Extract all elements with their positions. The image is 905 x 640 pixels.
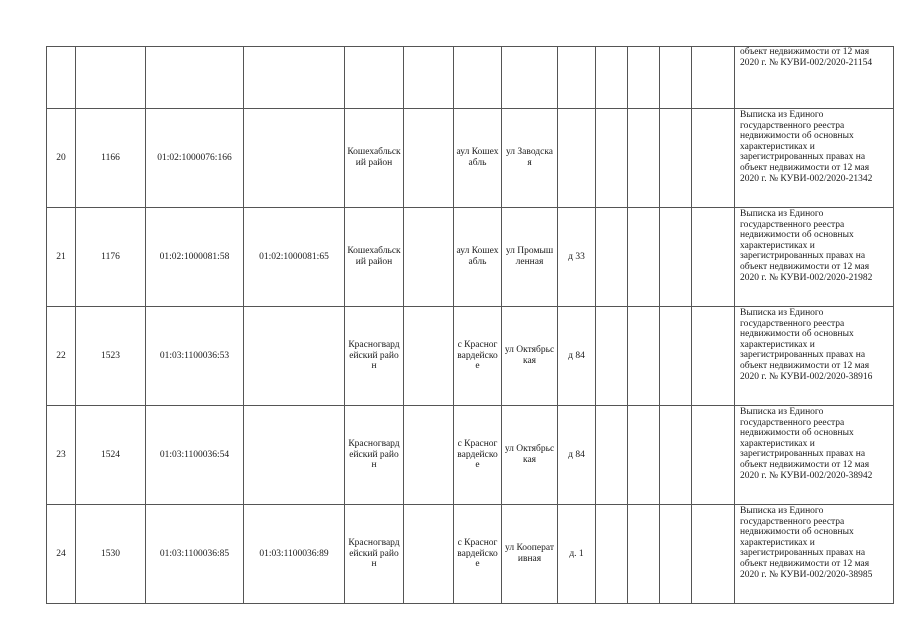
cell-cadastral: 01:03:1100036:85 bbox=[146, 505, 244, 604]
cell-house: д 84 bbox=[558, 406, 596, 505]
cell-street bbox=[502, 47, 558, 109]
table-row bbox=[47, 307, 894, 406]
cell-col12 bbox=[660, 406, 692, 505]
cell-house: д 84 bbox=[558, 307, 596, 406]
cell-house: д 33 bbox=[558, 208, 596, 307]
cell-document: Выписка из Единого государственного реестра недвижимости об основных характеристиках и зарегистрированных правах на объект недвижимости от 12 мая 2020 г. № КУВИ-002/2020-38985 bbox=[735, 505, 894, 604]
cell-settlement: с Красногвардейское bbox=[454, 406, 502, 505]
cell-document: объект недвижимости от 12 мая 2020 г. № КУВИ-002/2020-21154 bbox=[735, 47, 894, 109]
cell-col6 bbox=[404, 109, 454, 208]
cell-parent-cadastral bbox=[244, 47, 345, 109]
cell-col12 bbox=[660, 47, 692, 109]
cell-col13 bbox=[692, 307, 735, 406]
cell-reg-id: 1176 bbox=[76, 208, 146, 307]
cell-col11 bbox=[628, 208, 660, 307]
cell-col6 bbox=[404, 307, 454, 406]
cell-col11 bbox=[628, 47, 660, 109]
cell-house bbox=[558, 109, 596, 208]
cell-settlement: с Красногвардейское bbox=[454, 307, 502, 406]
cell-settlement: с Красногвардейское bbox=[454, 505, 502, 604]
table-row bbox=[47, 109, 894, 208]
cell-cadastral: 01:02:1000081:58 bbox=[146, 208, 244, 307]
cell-street: ул Заводская bbox=[502, 109, 558, 208]
cell-parent-cadastral bbox=[244, 109, 345, 208]
cell-reg-id: 1530 bbox=[76, 505, 146, 604]
cell-house: д. 1 bbox=[558, 505, 596, 604]
cell-street: ул Октябрьская bbox=[502, 307, 558, 406]
cell-col10 bbox=[596, 109, 628, 208]
cell-reg-id: 1166 bbox=[76, 109, 146, 208]
cell-col12 bbox=[660, 307, 692, 406]
cell-col10 bbox=[596, 47, 628, 109]
cell-col11 bbox=[628, 505, 660, 604]
cell-cadastral: 01:02:1000076:166 bbox=[146, 109, 244, 208]
cell-document: Выписка из Единого государственного реестра недвижимости об основных характеристиках и зарегистрированных правах на объект недвижимости от 12 мая 2020 г. № КУВИ-002/2020-38942 bbox=[735, 406, 894, 505]
cell-document: Выписка из Единого государственного реестра недвижимости об основных характеристиках и зарегистрированных правах на объект недвижимости от 12 мая 2020 г. № КУВИ-002/2020-21982 bbox=[735, 208, 894, 307]
cell-parent-cadastral bbox=[244, 307, 345, 406]
cell-reg-id: 1523 bbox=[76, 307, 146, 406]
property-register-table bbox=[46, 46, 894, 604]
cell-num bbox=[47, 47, 76, 109]
cell-col10 bbox=[596, 208, 628, 307]
cell-col13 bbox=[692, 109, 735, 208]
cell-reg-id: 1524 bbox=[76, 406, 146, 505]
cell-document: Выписка из Единого государственного реестра недвижимости об основных характеристиках и зарегистрированных правах на объект недвижимости от 12 мая 2020 г. № КУВИ-002/2020-38916 bbox=[735, 307, 894, 406]
cell-document: Выписка из Единого государственного реестра недвижимости об основных характеристиках и зарегистрированных правах на объект недвижимости от 12 мая 2020 г. № КУВИ-002/2020-21342 bbox=[735, 109, 894, 208]
cell-settlement: аул Кошехабль bbox=[454, 109, 502, 208]
cell-district: Красногвардейский район bbox=[345, 307, 404, 406]
cell-street: ул Октябрьская bbox=[502, 406, 558, 505]
cell-parent-cadastral: 01:02:1000081:65 bbox=[244, 208, 345, 307]
cell-col13 bbox=[692, 505, 735, 604]
cell-col11 bbox=[628, 406, 660, 505]
cell-num: 22 bbox=[47, 307, 76, 406]
cell-col12 bbox=[660, 505, 692, 604]
cell-settlement: аул Кошехабль bbox=[454, 208, 502, 307]
cell-col6 bbox=[404, 406, 454, 505]
cell-num: 20 bbox=[47, 109, 76, 208]
table-row bbox=[47, 505, 894, 604]
cell-col12 bbox=[660, 109, 692, 208]
cell-col10 bbox=[596, 406, 628, 505]
cell-street: ул Промышленная bbox=[502, 208, 558, 307]
cell-district: Кошехабльский район bbox=[345, 208, 404, 307]
cell-settlement bbox=[454, 47, 502, 109]
cell-num: 23 bbox=[47, 406, 76, 505]
cell-street: ул Кооперативная bbox=[502, 505, 558, 604]
cell-col6 bbox=[404, 505, 454, 604]
cell-parent-cadastral: 01:03:1100036:89 bbox=[244, 505, 345, 604]
cell-cadastral bbox=[146, 47, 244, 109]
cell-parent-cadastral bbox=[244, 406, 345, 505]
cell-district: Красногвардейский район bbox=[345, 406, 404, 505]
cell-col13 bbox=[692, 208, 735, 307]
cell-district: Кошехабльский район bbox=[345, 109, 404, 208]
cell-num: 21 bbox=[47, 208, 76, 307]
cell-col11 bbox=[628, 307, 660, 406]
cell-house bbox=[558, 47, 596, 109]
cell-col11 bbox=[628, 109, 660, 208]
table-row-partial bbox=[47, 47, 894, 109]
cell-cadastral: 01:03:1100036:53 bbox=[146, 307, 244, 406]
cell-col6 bbox=[404, 47, 454, 109]
cell-num: 24 bbox=[47, 505, 76, 604]
cell-cadastral: 01:03:1100036:54 bbox=[146, 406, 244, 505]
cell-col6 bbox=[404, 208, 454, 307]
cell-col13 bbox=[692, 47, 735, 109]
cell-district: Красногвардейский район bbox=[345, 505, 404, 604]
table-row bbox=[47, 208, 894, 307]
cell-district bbox=[345, 47, 404, 109]
cell-reg-id bbox=[76, 47, 146, 109]
table-row bbox=[47, 406, 894, 505]
cell-col13 bbox=[692, 406, 735, 505]
cell-col10 bbox=[596, 307, 628, 406]
cell-col10 bbox=[596, 505, 628, 604]
cell-col12 bbox=[660, 208, 692, 307]
